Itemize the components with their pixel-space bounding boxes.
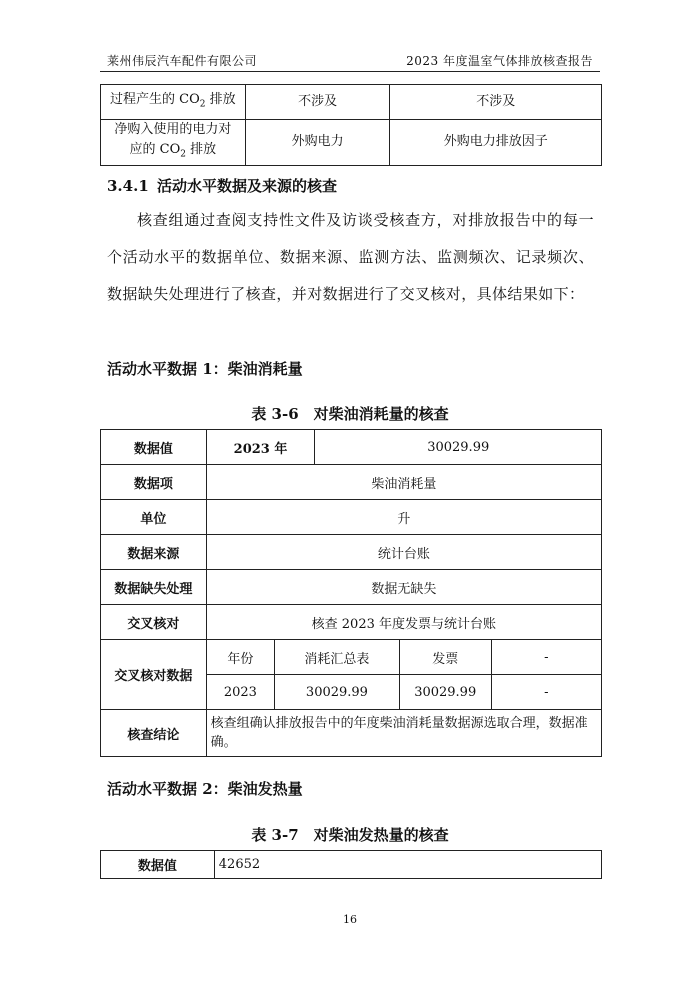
table-cell: 外购电力	[245, 120, 390, 166]
diesel-heat-table	[100, 850, 602, 879]
table-row	[101, 500, 602, 535]
table-cell: 不涉及	[390, 85, 602, 120]
table-cell: 核查组确认排放报告中的年度柴油消耗量数据源选取合理，数据准确。	[206, 710, 601, 757]
table-cell: 数据值	[101, 851, 215, 879]
table-cell: 30029.99	[315, 430, 602, 465]
table-cell: 消耗汇总表	[275, 640, 400, 675]
table-cell: 净购入使用的电力对 应的 $CO_2$ 排放	[101, 120, 246, 166]
activity1-heading: 活动水平数据 1：柴油消耗量	[107, 360, 303, 378]
table-row	[101, 430, 602, 465]
section-heading: 3.4.1 活动水平数据及来源的核查	[107, 177, 338, 195]
table-cell: 核查 2023 年度发票与统计台账	[206, 605, 601, 640]
table-row	[101, 640, 602, 675]
table-cell: 数据项	[101, 465, 207, 500]
table-row	[101, 535, 602, 570]
table-cell: 单位	[101, 500, 207, 535]
table-cell: 交叉核对数据	[101, 640, 207, 710]
table-row	[101, 605, 602, 640]
header-rule	[100, 71, 600, 72]
table-row	[101, 465, 602, 500]
table-cell: 柴油消耗量	[206, 465, 601, 500]
table-cell: 30029.99	[399, 675, 491, 710]
body-paragraph: 核查组通过查阅支持性文件及访谈受核查方，对排放报告中的每一个活动水平的数据单位、数据来源、监测方法、监测频次、记录频次、数据缺失处理进行了核查，并对数据进行了交叉核对，具体结果如下：	[107, 211, 594, 303]
header-report-title: 2023 年度温室气体排放核查报告	[406, 54, 593, 68]
table-cell: 年份	[206, 640, 274, 675]
diesel-consumption-table	[100, 429, 602, 757]
table-cell: 交叉核对	[101, 605, 207, 640]
table-cell: 数据值	[101, 430, 207, 465]
table-3-7-caption: 表 3-7 对柴油发热量的核查	[251, 826, 449, 844]
table-row	[101, 85, 602, 120]
table-cell: 30029.99	[275, 675, 400, 710]
table-cell: 升	[206, 500, 601, 535]
table-row	[101, 710, 602, 757]
header-company: 莱州伟辰汽车配件有限公司	[107, 54, 258, 68]
table-row	[101, 570, 602, 605]
table-cell: 2023	[206, 675, 274, 710]
table-cell: 统计台账	[206, 535, 601, 570]
table-cell: 2023 年	[206, 430, 315, 465]
table-cell: 数据来源	[101, 535, 207, 570]
table-row	[101, 851, 602, 879]
table-cell: 数据无缺失	[206, 570, 601, 605]
table-cell: 不涉及	[245, 85, 390, 120]
table-cell: 数据缺失处理	[101, 570, 207, 605]
table-cell: 核查结论	[101, 710, 207, 757]
table-cell: 外购电力排放因子	[390, 120, 602, 166]
table-cell: -	[491, 675, 601, 710]
table-cell: 过程产生的 $CO_2$ 排放	[101, 85, 246, 120]
table-3-6-caption: 表 3-6 对柴油消耗量的核查	[251, 405, 449, 423]
table-row	[101, 120, 602, 166]
table-cell: 发票	[399, 640, 491, 675]
emission-source-table	[100, 84, 602, 166]
page-number: 16	[343, 913, 357, 926]
table-cell: -	[491, 640, 601, 675]
table-cell: 42652	[214, 851, 601, 879]
activity2-heading: 活动水平数据 2：柴油发热量	[107, 780, 303, 798]
